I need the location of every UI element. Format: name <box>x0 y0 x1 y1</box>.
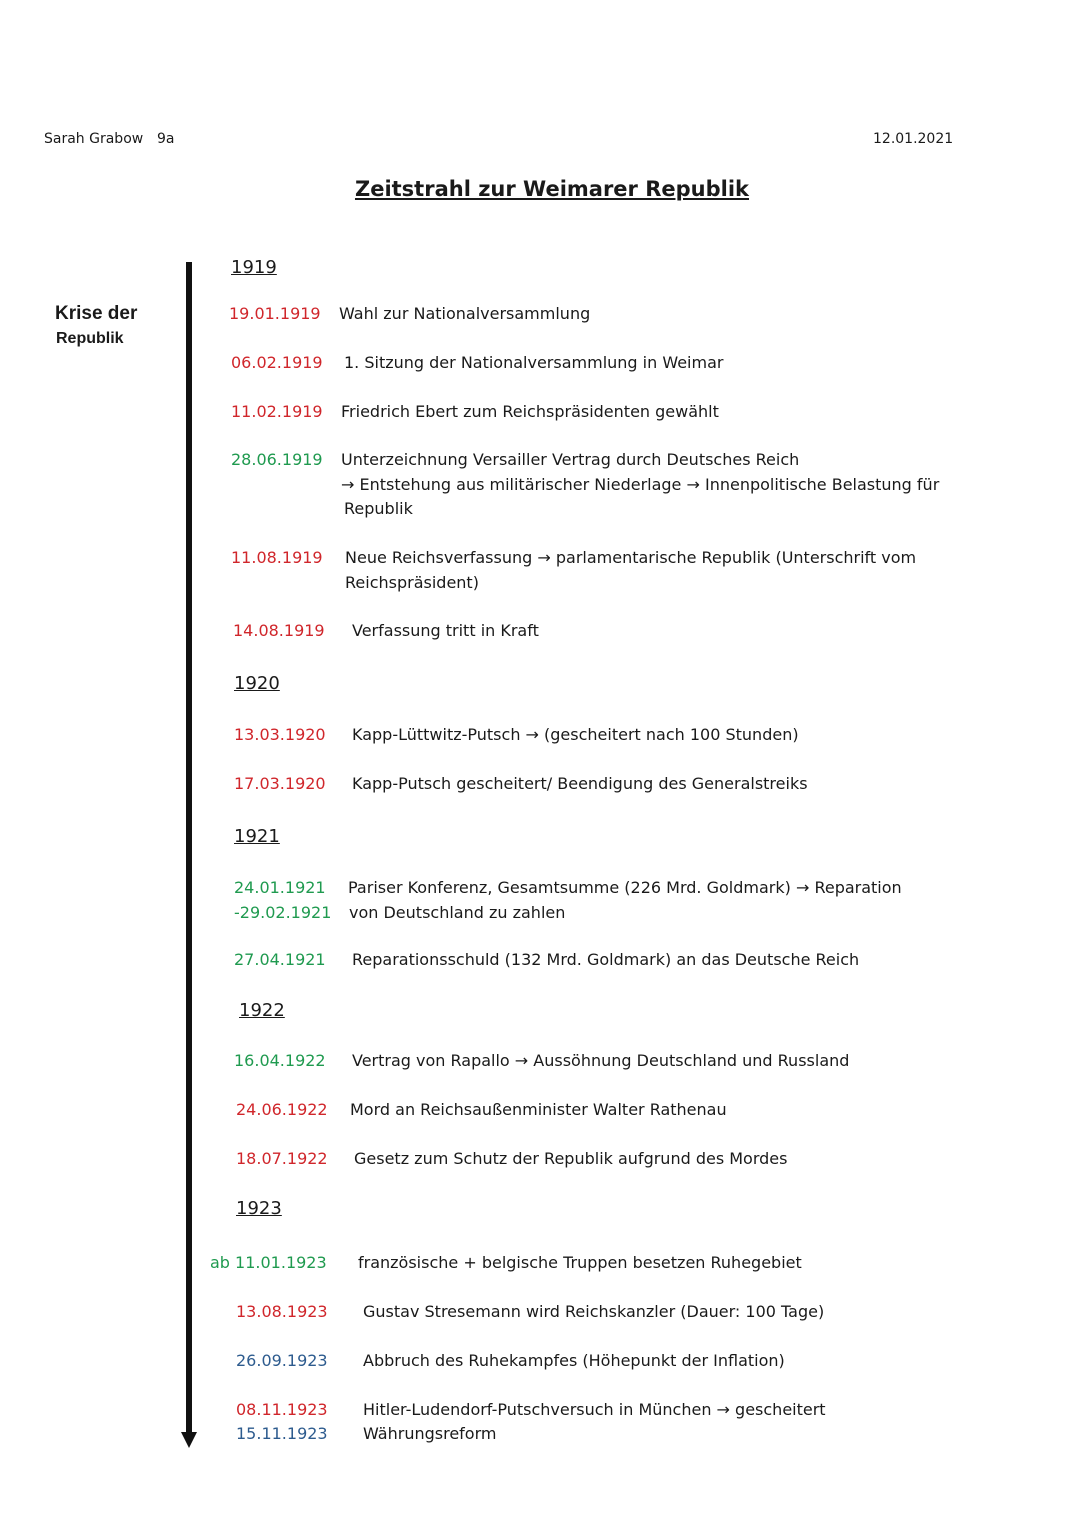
event-description: Abbruch des Ruhekampfes (Höhepunkt der Inflation) <box>363 1351 785 1370</box>
event-date: 08.11.1923 <box>236 1400 328 1419</box>
event-date-end: -29.02.1921 <box>234 903 332 922</box>
event-date: 13.03.1920 <box>234 725 326 744</box>
event-date: 18.07.1922 <box>236 1149 328 1168</box>
event-date: 24.06.1922 <box>236 1100 328 1119</box>
event-date: 15.11.1923 <box>236 1424 328 1443</box>
event-date: ab 11.01.1923 <box>210 1253 327 1272</box>
event-date: 27.04.1921 <box>234 950 326 969</box>
event-description: Mord an Reichsaußenminister Walter Rathenau <box>350 1100 727 1119</box>
event-date: 17.03.1920 <box>234 774 326 793</box>
event-date: 11.02.1919 <box>231 402 323 421</box>
page-title: Zeitstrahl zur Weimarer Republik <box>354 177 750 201</box>
timeline-axis <box>186 262 192 1432</box>
event-description-line2: von Deutschland zu zahlen <box>349 903 566 922</box>
event-description: Kapp-Putsch gescheitert/ Beendigung des Generalstreiks <box>352 774 808 793</box>
event-description-line3: Republik <box>344 499 413 518</box>
class-label: 9a <box>157 131 175 147</box>
event-description: Friedrich Ebert zum Reichspräsidenten gewählt <box>341 402 719 421</box>
event-description: Neue Reichsverfassung → parlamentarische Republik (Unterschrift vom <box>345 548 917 567</box>
event-description: Reparationsschuld (132 Mrd. Goldmark) an das Deutsche Reich <box>352 950 860 969</box>
event-description: 1. Sitzung der Nationalversammlung in Weimar <box>344 353 724 372</box>
event-description-line2: Reichspräsident) <box>345 573 479 592</box>
event-description-line2: → Entstehung aus militärischer Niederlage → Innenpolitische Belastung für <box>341 475 940 494</box>
event-date: 26.09.1923 <box>236 1351 328 1370</box>
timeline-arrowhead <box>181 1432 197 1448</box>
event-description: Gesetz zum Schutz der Republik aufgrund des Mordes <box>354 1149 788 1168</box>
event-description: französische + belgische Truppen besetzen Ruhegebiet <box>358 1253 802 1272</box>
year-heading-1923: 1923 <box>236 1198 282 1219</box>
event-description: Wahl zur Nationalversammlung <box>339 304 591 323</box>
event-description: Unterzeichnung Versailler Vertrag durch Deutsches Reich <box>341 450 800 469</box>
event-date: 24.01.1921 <box>234 878 326 897</box>
event-date: 19.01.1919 <box>229 304 321 323</box>
event-description: Gustav Stresemann wird Reichskanzler (Dauer: 100 Tage) <box>363 1302 825 1321</box>
year-heading-1921: 1921 <box>234 826 280 847</box>
student-name: Sarah Grabow <box>44 131 144 147</box>
event-description: Pariser Konferenz, Gesamtsumme (226 Mrd. Goldmark) → Reparation <box>348 878 902 897</box>
year-heading-1920: 1920 <box>234 673 280 694</box>
event-date: 06.02.1919 <box>231 353 323 372</box>
event-date: 28.06.1919 <box>231 450 323 469</box>
section-label-line2: Republik <box>56 330 124 347</box>
event-description: Verfassung tritt in Kraft <box>352 621 539 640</box>
year-heading-1922: 1922 <box>239 1000 285 1021</box>
event-description: Währungsreform <box>363 1424 497 1443</box>
event-description: Kapp-Lüttwitz-Putsch → (gescheitert nach 100 Stunden) <box>352 725 799 744</box>
event-date: 13.08.1923 <box>236 1302 328 1321</box>
event-description: Vertrag von Rapallo → Aussöhnung Deutschland und Russland <box>352 1051 850 1070</box>
document-date: 12.01.2021 <box>873 131 954 147</box>
event-description: Hitler-Ludendorf-Putschversuch in München → gescheitert <box>363 1400 826 1419</box>
event-date: 11.08.1919 <box>231 548 323 567</box>
event-date: 14.08.1919 <box>233 621 325 640</box>
year-heading-1919: 1919 <box>231 257 277 278</box>
event-date: 16.04.1922 <box>234 1051 326 1070</box>
section-label-line1: Krise der <box>55 303 138 324</box>
